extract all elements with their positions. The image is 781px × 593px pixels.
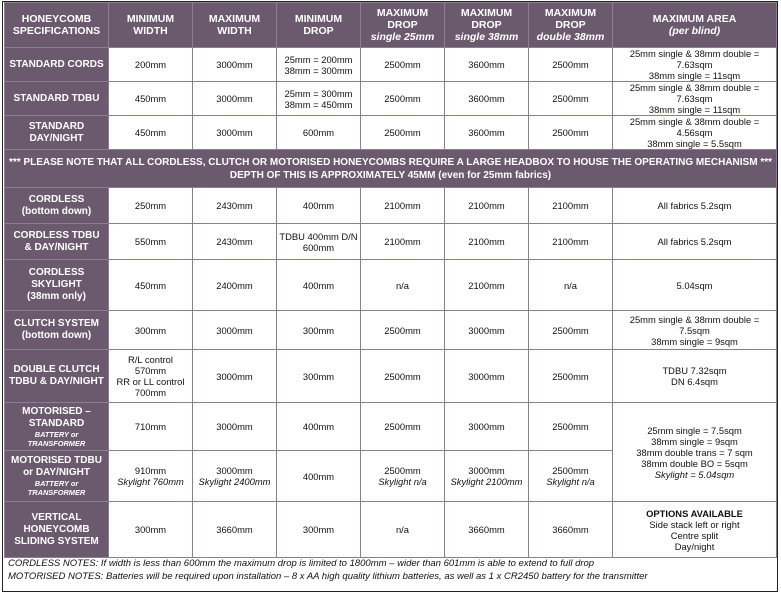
cell-drop-38: 3600mm: [445, 82, 529, 116]
cell-drop-38: 3600mm: [445, 116, 529, 150]
cell-max-width: 3000mm: [193, 403, 277, 451]
spec-row: [5, 224, 777, 260]
cell-min-width: 300mm: [109, 502, 193, 558]
cell-min-width: 550mm: [109, 224, 193, 260]
cell-max-width: 2430mm: [193, 224, 277, 260]
row-label: CORDLESS TDBU & DAY/NIGHT: [5, 224, 109, 260]
headbox-notice-row: [5, 150, 777, 188]
cell-drop-25: 2100mm: [361, 188, 445, 224]
cell-max-width: 3000mm: [193, 82, 277, 116]
row-label: STANDARD DAY/NIGHT: [5, 116, 109, 150]
row-label: MOTORISED – STANDARD BATTERY or TRANSFORMER: [5, 403, 109, 451]
cell-drop-38: 3660mm: [445, 502, 529, 558]
cell-drop-d38: 2500mm Skylight n/a: [529, 451, 613, 502]
spec-row: [5, 260, 777, 311]
notice-line-2: DEPTH OF THIS IS APPROXIMATELY 45MM (even for 25mm fabrics): [229, 169, 552, 181]
cell-max-area: 25mm single & 38mm double = 7.63sqm 38mm single = 11sqm: [613, 48, 777, 82]
notice-line-1: *** PLEASE NOTE THAT ALL CORDLESS, CLUTCH OR MOTORISED HONEYCOMBS REQUIRE A LARGE HEADBOX TO HOUSE THE OPERATING MECHANISM ***: [8, 156, 773, 168]
cell-min-drop: 400mm: [277, 451, 361, 502]
cell-drop-25: 2500mm: [361, 116, 445, 150]
cell-drop-d38: 2500mm: [529, 311, 613, 350]
cell-min-width: 250mm: [109, 188, 193, 224]
cell-drop-25: 2500mm: [361, 350, 445, 403]
cell-vertical-area: OPTIONS AVAILABLE Side stack left or right Centre split Day/night: [613, 502, 777, 558]
cell-drop-d38: n/a: [529, 260, 613, 311]
spec-row: [5, 311, 777, 350]
cell-min-width: 200mm: [109, 48, 193, 82]
row-label: VERTICAL HONEYCOMB SLIDING SYSTEM: [5, 502, 109, 558]
cell-max-area: All fabrics 5.2sqm: [613, 224, 777, 260]
motorised-note: MOTORISED NOTES: Batteries will be required upon installation – 8 x AA high quality lithium batteries, as well as 1 x CR2450 battery for the transmitter: [8, 571, 648, 582]
cell-max-width: 2400mm: [193, 260, 277, 311]
cell-max-area: 5.04sqm: [613, 260, 777, 311]
cell-drop-38: 2100mm: [445, 224, 529, 260]
cell-max-width: 3000mm: [193, 116, 277, 150]
cell-min-drop: 300mm: [277, 350, 361, 403]
cell-max-width: 3000mm Skylight 2400mm: [193, 451, 277, 502]
cell-min-width: 450mm: [109, 260, 193, 311]
cell-drop-25: 2500mm: [361, 311, 445, 350]
cell-drop-38: 3000mm Skylight 2100mm: [445, 451, 529, 502]
cell-min-width: 450mm: [109, 82, 193, 116]
cell-max-width: 3000mm: [193, 311, 277, 350]
cell-drop-38: 3000mm: [445, 311, 529, 350]
row-label: CLUTCH SYSTEM (bottom down): [5, 311, 109, 350]
cell-min-drop: 300mm: [277, 502, 361, 558]
cell-max-width: 3000mm: [193, 48, 277, 82]
cell-drop-d38: 2500mm: [529, 48, 613, 82]
row-label: CORDLESS SKYLIGHT (38mm only): [5, 260, 109, 311]
cell-max-area: 25mm single & 38mm double = 7.63sqm 38mm single = 11sqm: [613, 82, 777, 116]
cell-min-width: 910mm Skylight 760mm: [109, 451, 193, 502]
cell-max-width: 3660mm: [193, 502, 277, 558]
cell-drop-25: 2500mm: [361, 82, 445, 116]
footer-notes: [8, 557, 778, 583]
row-motorised-standard: [5, 403, 777, 451]
column-header-0: HONEYCOMB SPECIFICATIONS: [5, 3, 109, 48]
cell-drop-38: 3000mm: [445, 350, 529, 403]
row-label: MOTORISED TDBU or DAY/NIGHT BATTERY or TRANSFORMER: [5, 451, 109, 502]
row-vertical-honeycomb: [5, 502, 777, 558]
column-header-7: MAXIMUM AREA (per blind): [613, 3, 777, 48]
cell-max-area: All fabrics 5.2sqm: [613, 188, 777, 224]
cell-min-drop: 400mm: [277, 260, 361, 311]
row-label: STANDARD TDBU: [5, 82, 109, 116]
cell-max-area: 25mm single & 38mm double = 7.5sqm 38mm single = 9sqm: [613, 311, 777, 350]
spec-row: [5, 188, 777, 224]
cell-drop-d38: 2500mm: [529, 82, 613, 116]
cell-motorised-area: 25mm single = 7.5sqm 38mm single = 9sqm 38mm double trans = 7 sqm 38mm double BO = 5sqm Skylight = 5.04sqm: [613, 403, 777, 502]
cell-max-width: 2430mm: [193, 188, 277, 224]
cell-drop-d38: 3660mm: [529, 502, 613, 558]
cell-max-area: 25mm single & 38mm double = 4.56sqm 38mm single = 5.5sqm: [613, 116, 777, 150]
spec-row: [5, 350, 777, 403]
cell-min-drop: 400mm: [277, 188, 361, 224]
column-header-3: MINIMUM DROP: [277, 3, 361, 48]
column-header-2: MAXIMUM WIDTH: [193, 3, 277, 48]
row-label: CORDLESS (bottom down): [5, 188, 109, 224]
cell-max-width: 3000mm: [193, 350, 277, 403]
cell-drop-d38: 2500mm: [529, 116, 613, 150]
column-header-5: MAXIMUM DROP single 38mm: [445, 3, 529, 48]
cell-drop-d38: 2500mm: [529, 350, 613, 403]
cell-min-drop: 25mm = 200mm 38mm = 300mm: [277, 48, 361, 82]
cell-max-area: TDBU 7.32sqm DN 6.4sqm: [613, 350, 777, 403]
cell-min-drop: 300mm: [277, 311, 361, 350]
cell-drop-25: 2500mm Skylight n/a: [361, 451, 445, 502]
column-header-1: MINIMUM WIDTH: [109, 3, 193, 48]
cell-min-drop: 600mm: [277, 116, 361, 150]
spec-row: [5, 82, 777, 116]
cell-min-width: 450mm: [109, 116, 193, 150]
cell-min-width: R/L control 570mm RR or LL control 700mm: [109, 350, 193, 403]
header-row: [5, 3, 777, 48]
cell-drop-25: 2100mm: [361, 224, 445, 260]
cell-min-drop: 400mm: [277, 403, 361, 451]
cell-min-width: 300mm: [109, 311, 193, 350]
column-header-6: MAXIMUM DROP double 38mm: [529, 3, 613, 48]
cell-drop-38: 3000mm: [445, 403, 529, 451]
cell-drop-38: 2100mm: [445, 188, 529, 224]
cell-drop-d38: 2100mm: [529, 188, 613, 224]
cell-drop-d38: 2500mm: [529, 403, 613, 451]
row-label: DOUBLE CLUTCH TDBU & DAY/NIGHT: [5, 350, 109, 403]
cell-min-width: 710mm: [109, 403, 193, 451]
cell-drop-25: n/a: [361, 502, 445, 558]
cell-drop-38: 2100mm: [445, 260, 529, 311]
cell-drop-25: 2500mm: [361, 48, 445, 82]
cell-drop-38: 3600mm: [445, 48, 529, 82]
spec-row: [5, 116, 777, 150]
cell-drop-d38: 2100mm: [529, 224, 613, 260]
honeycomb-spec-table: [4, 2, 777, 558]
spec-row: [5, 48, 777, 82]
row-label: STANDARD CORDS: [5, 48, 109, 82]
cell-min-drop: 25mm = 300mm 38mm = 450mm: [277, 82, 361, 116]
cell-drop-25: 2500mm: [361, 403, 445, 451]
cordless-note: CORDLESS NOTES: If width is less than 600mm the maximum drop is limited to 1800mm – wider than 601mm is able to extend to full drop: [8, 558, 595, 569]
cell-min-drop: TDBU 400mm D/N 600mm: [277, 224, 361, 260]
column-header-4: MAXIMUM DROP single 25mm: [361, 3, 445, 48]
cell-drop-25: n/a: [361, 260, 445, 311]
headbox-notice: [5, 150, 777, 188]
